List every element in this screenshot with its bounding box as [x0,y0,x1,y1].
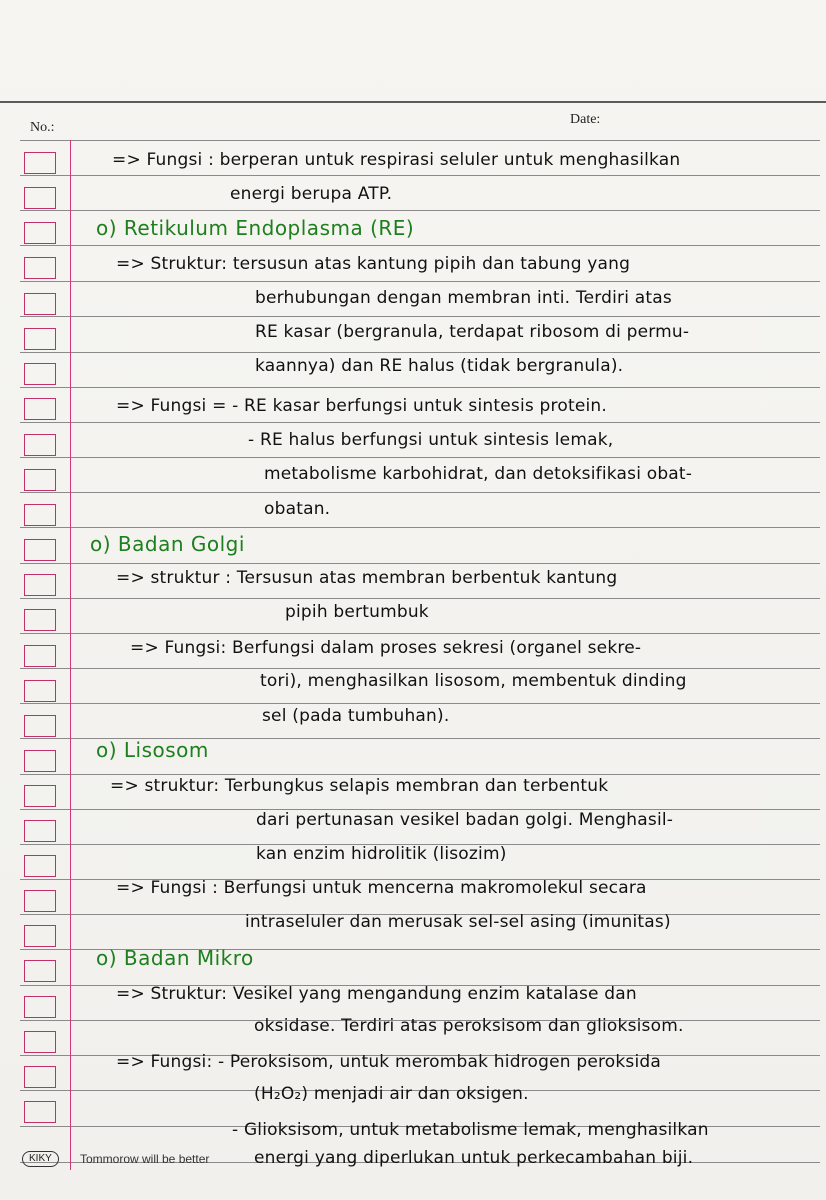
section-heading: o) Badan Golgi [90,532,245,556]
ruled-line [20,281,820,282]
checkbox[interactable] [24,1101,56,1123]
ruled-line [20,457,820,458]
note-line: intraseluler dan merusak sel-sel asing (imunitas) [245,912,671,932]
ruled-line [20,563,820,564]
note-line: RE kasar (bergranula, terdapat ribosom di permu- [255,322,690,342]
checkbox[interactable] [24,855,56,877]
ruled-line [20,210,820,211]
note-line: => Struktur: tersusun atas kantung pipih dan tabung yang [116,254,631,274]
ruled-line [20,422,820,423]
checkbox[interactable] [24,609,56,631]
ruled-line [20,598,820,599]
checkbox[interactable] [24,750,56,772]
top-rule [0,101,826,103]
checkbox[interactable] [24,715,56,737]
note-line: => struktur: Terbungkus selapis membran dan terbentuk [110,776,609,796]
note-line: => Fungsi : berperan untuk respirasi seluler untuk menghasilkan [112,150,681,170]
note-line: berhubungan dengan membran inti. Terdiri atas [255,288,672,308]
ruled-line [20,527,820,528]
note-line: - RE halus berfungsi untuk sintesis lemak, [248,430,614,450]
note-line: => Fungsi: Berfungsi dalam proses sekresi (organel sekre- [130,638,642,658]
note-line: (H₂O₂) menjadi air dan oksigen. [254,1084,529,1104]
checkbox[interactable] [24,1031,56,1053]
checkbox[interactable] [24,574,56,596]
note-line: energi berupa ATP. [230,184,393,204]
checkbox[interactable] [24,960,56,982]
checkbox[interactable] [24,820,56,842]
note-line: obatan. [264,499,331,519]
ruled-line [20,387,820,388]
checkbox[interactable] [24,680,56,702]
note-line: pipih bertumbuk [285,602,429,622]
checkbox[interactable] [24,1066,56,1088]
checkbox[interactable] [24,434,56,456]
ruled-line [20,703,820,704]
note-line: energi yang diperlukan untuk perkecambahan biji. [254,1148,694,1168]
note-line: => Struktur: Vesikel yang mengandung enzim katalase dan [116,984,637,1004]
checkbox[interactable] [24,257,56,279]
ruled-line [20,316,820,317]
date-label: Date: [570,112,601,127]
ruled-line [20,140,820,141]
checkbox[interactable] [24,293,56,315]
checkbox[interactable] [24,645,56,667]
note-line: => Fungsi = - RE kasar berfungsi untuk sintesis protein. [116,396,607,416]
ruled-line [20,352,820,353]
checkbox[interactable] [24,925,56,947]
checkbox[interactable] [24,328,56,350]
section-heading: o) Lisosom [96,738,209,762]
checkbox[interactable] [24,469,56,491]
checkbox[interactable] [24,504,56,526]
page-number-label: No.: [30,120,55,135]
ruled-line [20,774,820,775]
note-line: => Fungsi : Berfungsi untuk mencerna makromolekul secara [116,878,647,898]
checkbox[interactable] [24,187,56,209]
brand-logo: KIKY [22,1151,59,1167]
note-line: => struktur : Tersusun atas membran berbentuk kantung [116,568,618,588]
ruled-line [20,668,820,669]
note-line: kan enzim hidrolitik (lisozim) [256,844,507,864]
note-line: dari pertunasan vesikel badan golgi. Menghasil- [256,810,674,830]
note-line: => Fungsi: - Peroksisom, untuk merombak hidrogen peroksida [116,1052,662,1072]
checkbox[interactable] [24,539,56,561]
checkbox[interactable] [24,890,56,912]
checkbox[interactable] [24,363,56,385]
brand-slogan: Tommorow will be better [80,1152,210,1166]
note-line: metabolisme karbohidrat, dan detoksifikasi obat- [264,464,693,484]
note-line: kaannya) dan RE halus (tidak bergranula). [255,356,624,376]
note-line: tori), menghasilkan lisosom, membentuk dinding [260,671,687,691]
checkbox[interactable] [24,398,56,420]
ruled-line [20,175,820,176]
ruled-line [20,633,820,634]
checkbox[interactable] [24,785,56,807]
note-line: - Glioksisom, untuk metabolisme lemak, menghasilkan [232,1120,709,1140]
note-line: oksidase. Terdiri atas peroksisom dan glioksisom. [254,1016,684,1036]
checkbox[interactable] [24,152,56,174]
section-heading: o) Badan Mikro [96,946,254,970]
checkbox[interactable] [24,996,56,1018]
margin-line [70,140,71,1170]
ruled-line [20,245,820,246]
ruled-line [20,492,820,493]
note-line: sel (pada tumbuhan). [262,706,450,726]
section-heading: o) Retikulum Endoplasma (RE) [96,216,415,240]
checkbox[interactable] [24,222,56,244]
